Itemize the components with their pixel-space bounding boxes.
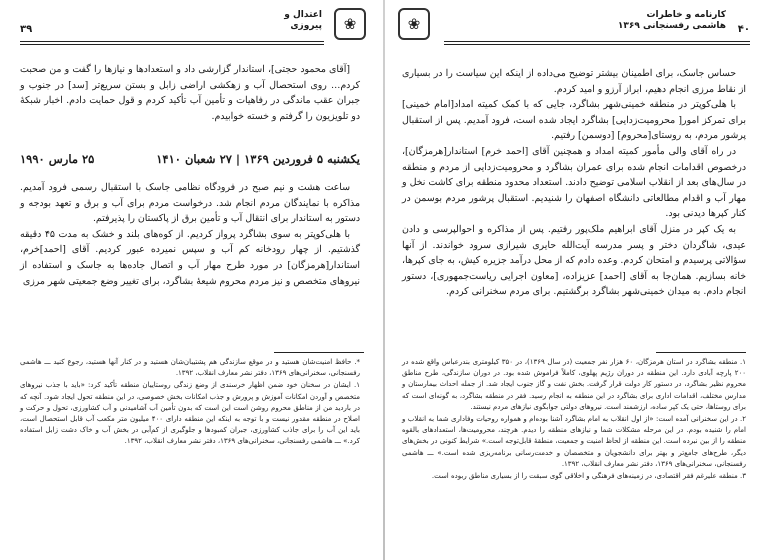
header-rule xyxy=(20,41,324,42)
right-title-line1: کارنامه و خاطرات xyxy=(646,10,726,20)
right-page xyxy=(384,0,768,560)
footnote: *. حافظ امنیت‌شان هستید و در موقع سازندگی هم پشتیبان‌شان هستید و در کنار آنها هستید، رجوع کنید ـــ هاشمی رفسنجانی، سخنرانی‌های ۱۳۶۹، دفتر نشر معارف انقلاب، ۱۳۹۲. xyxy=(20,358,360,378)
left-intro-paragraph xyxy=(20,62,360,124)
knot-ornament-icon: ❀ xyxy=(398,8,430,40)
footnote: ۲. در این سخنرانی آمده است: «از اول انقلاب به امام بشاگرد آشنا بوده‌ام و همواره روحیات وفاداری شما به انقلاب و امام را شنیده بودم. در این مرحله مشکلات شما و نیازهای منطقه را دیدم. هرچند، محرومیت‌ها، استعدادهای بالقوه منطقه را از بین نبرده است. این منطقه از لحاظ امنیت و جمعیت، منطقهٔ قابل‌توجه است.» شرایط کنونی در بخش‌های دیگر، طرح‌های جامع‌تر و بهتر برای دانشجویان و متخصصان و خدمت‌رسانی برنامه‌ریزی شده است.» ـــ هاشمی رفسنجانی، سخنرانی‌های ۱۳۶۹، دفتر نشر معارف انقلاب، ۱۳۹۲. xyxy=(402,415,746,468)
footnote: ۱. ایشان در سخنان خود ضمن اظهار خرسندی از وضع زندگی روستاییان منطقه تأکید کرد: «باید با جذب نیروهای متخصص و آوردن امکانات آموزش و پرورش و جذب امکانات بخش خصوصی، در این منطقه تحول ایجاد شود. آنچه که در باردید من از مناطق محروم روشن است این است که بدون تأمین آب آشامیدنی و آب کشاورزی، تحول و حرکت و اصلاح در منطقه مقدور نیست و با توجه به اینکه این منطقه دارای ۴۰۰ میلیون متر مکعب آب قابل استحصال است، باید این آب را برای جاذب کشاورزی، جبران کمبودها و جلوگیری از کم‌آبی در بخش آب و خاک دشت زابل استفاده کرد.» ـــ هاشمی رفسنجانی، سخنرانی‌های ۱۳۶۹، دفتر نشر معارف انقلاب، ۱۳۹۲. xyxy=(20,381,360,446)
footnote: ۳. منطقه علیرغم فقر اقتصادی، در زمینه‌های فرهنگی و اخلاقی گوی سبقت را از بسیاری مناطق ربوده است. xyxy=(431,472,746,481)
right-page-header xyxy=(398,8,750,42)
footnote: ۱. منطقه بشاگرد در استان هرمزگان، ۶۰ هزار نفر جمعیت (در سال ۱۳۶۹)، در ۳۵۰ کیلومتری بندرعباس واقع شده در ۲۰۰ پارچه آبادی دارد. این منطقه در دوران رژیم پهلوی، کاملاً فراموش شده بود. در دوران سازندگی، طرح مناطق محروم نظیر بشاگرد، در دستور کار دولت قرار گرفت. بخش نفت و گاز جنوب ایجاد شد. از جمله احداث بیمارستان و مدارس مختلف، اقدامات اداری برای بشاگرد در این منطقه به انجام رسید. فقر در منطقه بشاگرد، به گونه‌ای است که برای روستاها، حتی یک کپر ساده، ارزشمند است. نیروهای دولتی جوابگوی نیازهای مردم نیستند. xyxy=(402,358,746,411)
date-gregorian: ۲۵ مارس ۱۹۹۰ xyxy=(20,152,95,166)
left-page-header xyxy=(20,8,366,42)
paragraph: با هلی‌کوپتر به سوی بشاگرد پرواز کردیم. از کوه‌های بلند و خشک به مدت ۴۵ دقیقه گذشتیم. از چهار رودخانه کم آب و سپس نمیرده عبور کردیم. آقای [احمد]خرم، استاندار[هرمزگان] در مورد طرح مهار آب و اتصال جاده‌ها به جاسک و استفاده از نیروهای متخصص و نیز مردم محروم شیعهٔ بشاگرد، برای تغییر وضع جمعیتی شهر مرزی xyxy=(20,228,360,287)
paragraph: حساس جاسک، برای اطمینان بیشتر توضیح می‌داده از اینکه این سیاست را در بسیاری از نقاط مرزی انجام دهیم، ابراز آرزو و امید کردم. xyxy=(402,68,746,95)
left-body xyxy=(20,180,360,289)
left-title-line1: اعتدال و xyxy=(284,10,322,20)
right-footnotes xyxy=(402,357,746,483)
left-running-title xyxy=(284,10,322,32)
knot-ornament-icon: ❀ xyxy=(334,8,366,40)
right-page-number: ۴۰ xyxy=(737,24,750,35)
diary-date-heading xyxy=(20,151,360,169)
right-title-line2: هاشمی رفسنجانی ۱۳۶۹ xyxy=(617,21,726,31)
left-footnotes xyxy=(20,357,360,449)
header-rule xyxy=(20,44,324,45)
header-rule xyxy=(444,44,750,45)
right-body xyxy=(402,66,746,300)
footnote-separator xyxy=(274,352,364,353)
footnote-separator xyxy=(656,352,746,353)
paragraph: در راه آقای والی مأمور کمیته امداد و همچنین آقای [احمد خرم] استاندار[هرمزگان]، درخصوص اقدامات انجام شده برای عمران بشاگرد و محرومیت‌زدایی از مردم و منطقه در سال‌های بعد از انقلاب اسلامی توضیح دادند. استعداد محدود منطقه برای کاشت نخل و مهار آب و اقدام مطالعاتی دانشگاه اصفهان را شنیدیم. استقبال پرشور مردم بوسمن در کنار کپرها دیدنی بود. xyxy=(402,145,746,220)
paragraph: به یک کپر در منزل آقای ابراهیم ملک‌پور رفتیم. پس از مذاکره و احوالپرسی و دادن عیدی، شاگردان دختر و پسر مدرسه آیت‌الله حایری شیرازی سرود خواندند. از آنها سؤالاتی پرسیدم و امتحان کردم. وعده دادم که از محل درآمد جزیره کیش، به جای کپرها، خانه بسازیم. همان‌جا به آقای [احمد] عزیزاده، [معاون اجرایی ریاست‌جمهوری]، دستور انجام دادم. به میدان خمینی‌شهر بشاگرد برگشتیم. برای مردم سخنرانی کردم. xyxy=(402,223,746,298)
header-rule xyxy=(444,41,750,42)
right-running-title xyxy=(618,10,726,32)
left-page-number: ۳۹ xyxy=(20,24,33,35)
paragraph: ساعت هشت و نیم صبح در فرودگاه نظامی جاسک با استقبال رسمی فرود آمدیم. مذاکره با نمایندگان مردم انجام شد. درخواست مردم برای آب و برق و تعهد بودجه و دستور به استاندار برای انتقال آب و تأمین برق از پاکستان را پذیرفتم. xyxy=(20,182,360,225)
paragraph: با هلی‌کوپتر در منطقه خمینی‌شهر بشاگرد، جایی که با کمک کمیته امداد[امام خمینی] برای تمرکز امور[ محرومیت‌زدایی] بشاگرد ایجاد شده است، فرود آمدیم. پس از استقبال پرشور مردم، به روستای[محروم] [دوسمن] رفتیم. xyxy=(402,99,746,142)
date-persian: یکشنبه ۵ فروردین ۱۳۶۹ | ۲۷ شعبان ۱۴۱۰ xyxy=(156,152,360,166)
left-title-line2: پیروزی xyxy=(290,21,322,31)
paragraph: [آقای محمود حجتی]، استاندار گزارشی داد و استعدادها و نیازها را گفت و من صحبت کردم… روی استحصال آب و زهکشی اراضی زابل و بستن سریع‌تر [سد] در جنوب و جبران عقب ماندگی در رفاهیات و تأمین آب تأکید کردم و قول حمایت دادم. اخبار شبکهٔ دو تلویزیون را گرفتم و خسته خوابیدم. xyxy=(20,64,360,122)
